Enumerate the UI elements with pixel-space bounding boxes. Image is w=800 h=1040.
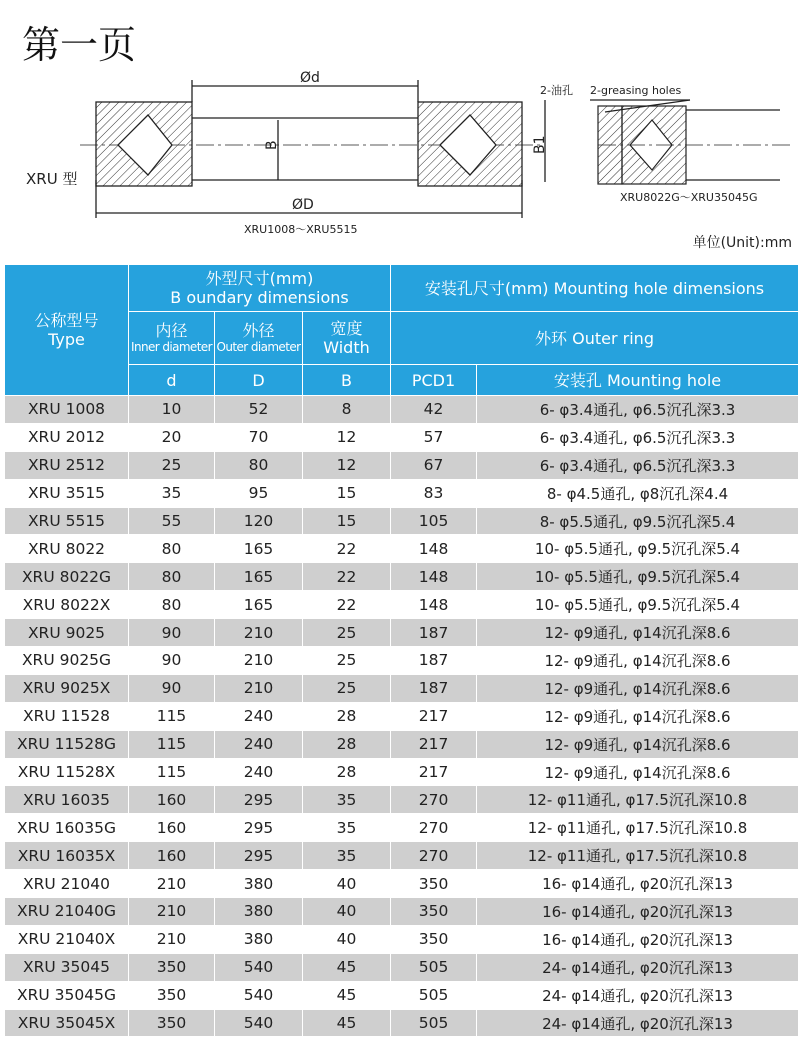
greasing-holes-label: 2-greasing holes [590,84,682,97]
inner-diameter-cell: 80 [129,563,215,591]
inner-diameter-cell: 80 [129,591,215,619]
table-row [5,870,799,898]
table-row [5,953,799,981]
pcd-cell: 187 [391,647,477,675]
type-cell: XRU 11528X [5,758,129,786]
page-title: 第一页 [22,23,137,67]
pcd-cell: 57 [391,423,477,451]
pcd-cell: 270 [391,814,477,842]
table-row [5,981,799,1009]
mounting-hole-cell: 16- φ14通孔, φ20沉孔深13 [477,925,799,953]
inner-diameter-cell: 350 [129,1009,215,1037]
mounting-hole-cell: 12- φ11通孔, φ17.5沉孔深10.8 [477,842,799,870]
outer-diameter-cell: 240 [215,758,303,786]
mounting-hole-cell: 10- φ5.5通孔, φ9.5沉孔深5.4 [477,563,799,591]
width-header [303,312,391,365]
greasing-section-drawing [590,100,790,184]
width-cell: 35 [303,786,391,814]
width-cell: 40 [303,898,391,926]
pcd-cell: 217 [391,702,477,730]
mounting-hole-cell: 12- φ9通孔, φ14沉孔深8.6 [477,758,799,786]
outer-diameter-cell: 210 [215,647,303,675]
pcd-cell: 148 [391,535,477,563]
inner-diameter-cell: 210 [129,870,215,898]
mounting-hole-cell: 12- φ9通孔, φ14沉孔深8.6 [477,702,799,730]
type-cell: XRU 2012 [5,423,129,451]
table-row [5,758,799,786]
table-row [5,423,799,451]
type-cell: XRU 21040X [5,925,129,953]
width-cell: 22 [303,535,391,563]
pcd-cell: 67 [391,451,477,479]
col-hole-header: 安装孔 Mounting hole [477,365,799,396]
width-cell: 15 [303,479,391,507]
inner-header-cn: 内径 [155,321,188,340]
inner-diameter-cell: 210 [129,925,215,953]
pcd-cell: 505 [391,981,477,1009]
width-cell: 45 [303,1009,391,1037]
width-cell: 35 [303,842,391,870]
mounting-hole-cell: 24- φ14通孔, φ20沉孔深13 [477,953,799,981]
outer-diameter-cell: 95 [215,479,303,507]
type-cell: XRU 11528G [5,730,129,758]
outer-diameter-cell: 540 [215,981,303,1009]
mounting-hole-cell: 12- φ9通孔, φ14沉孔深8.6 [477,674,799,702]
outer-diameter-cell: 380 [215,898,303,926]
mounting-hole-cell: 8- φ5.5通孔, φ9.5沉孔深5.4 [477,507,799,535]
table-row [5,786,799,814]
inner-diameter-cell: 35 [129,479,215,507]
outer-diameter-cell: 240 [215,702,303,730]
pcd-cell: 350 [391,898,477,926]
table-row [5,619,799,647]
outer-ring-header: 外环 Outer ring [391,312,799,365]
outer-diameter-cell: 240 [215,730,303,758]
width-cell: 12 [303,451,391,479]
width-cell: 28 [303,730,391,758]
outer-diameter-cell: 540 [215,1009,303,1037]
table-row [5,563,799,591]
mounting-hole-cell: 12- φ9通孔, φ14沉孔深8.6 [477,730,799,758]
oil-hole-label: 2-油孔 [540,84,573,97]
mounting-hole-cell: 10- φ5.5通孔, φ9.5沉孔深5.4 [477,591,799,619]
pcd-cell: 350 [391,870,477,898]
mounting-hole-cell: 6- φ3.4通孔, φ6.5沉孔深3.3 [477,451,799,479]
type-cell: XRU 35045X [5,1009,129,1037]
outer-diameter-cell: 210 [215,674,303,702]
mounting-hole-cell: 6- φ3.4通孔, φ6.5沉孔深3.3 [477,423,799,451]
outer-diameter-cell: 540 [215,953,303,981]
width-cell: 35 [303,814,391,842]
mounting-hole-cell: 12- φ9通孔, φ14沉孔深8.6 [477,619,799,647]
dim-D-label: ØD [292,197,314,213]
type-cell: XRU 8022G [5,563,129,591]
width-header-en: Width [323,338,370,357]
table-body [5,396,799,1037]
col-B-header: B [303,365,391,396]
width-cell: 40 [303,925,391,953]
table-row [5,507,799,535]
inner-diameter-cell: 115 [129,758,215,786]
outer-diameter-cell: 380 [215,925,303,953]
outer-diameter-cell: 52 [215,396,303,424]
outer-header-en: Outer diameter [216,340,301,354]
unit-label: 单位(Unit):mm [692,235,792,251]
pcd-cell: 505 [391,953,477,981]
width-cell: 22 [303,591,391,619]
pcd-cell: 187 [391,674,477,702]
table-row [5,814,799,842]
col-D-header: D [215,365,303,396]
type-label: XRU 型 [26,170,78,188]
mounting-hole-cell: 16- φ14通孔, φ20沉孔深13 [477,898,799,926]
pcd-cell: 148 [391,591,477,619]
type-cell: XRU 5515 [5,507,129,535]
boundary-header-cn: 外型尺寸(mm) [205,269,314,288]
inner-diameter-cell: 10 [129,396,215,424]
type-cell: XRU 21040G [5,898,129,926]
width-cell: 25 [303,647,391,675]
outer-diameter-cell: 165 [215,535,303,563]
range-left-label: XRU1008～XRU5515 [244,223,358,236]
outer-diameter-cell: 295 [215,814,303,842]
table-row [5,730,799,758]
mounting-hole-cell: 16- φ14通孔, φ20沉孔深13 [477,870,799,898]
inner-diameter-cell: 350 [129,953,215,981]
outer-diameter-cell: 210 [215,619,303,647]
inner-diameter-cell: 90 [129,647,215,675]
pcd-cell: 42 [391,396,477,424]
inner-diameter-cell: 80 [129,535,215,563]
inner-diameter-cell: 160 [129,842,215,870]
spec-table [4,264,799,1037]
width-header-cn: 宽度 [330,319,363,338]
dim-B-label: B [264,140,280,150]
type-header [5,265,129,396]
inner-diameter-cell: 115 [129,702,215,730]
mounting-hole-cell: 8- φ4.5通孔, φ8沉孔深4.4 [477,479,799,507]
outer-header-cn: 外径 [242,321,275,340]
type-header-cn: 公称型号 [34,311,99,330]
inner-diameter-header [129,312,215,365]
type-cell: XRU 9025X [5,674,129,702]
inner-diameter-cell: 20 [129,423,215,451]
mounting-hole-cell: 12- φ11通孔, φ17.5沉孔深10.8 [477,814,799,842]
inner-diameter-cell: 350 [129,981,215,1009]
pcd-cell: 217 [391,758,477,786]
dim-B1-label: B1 [532,135,548,154]
type-cell: XRU 2512 [5,451,129,479]
pcd-cell: 105 [391,507,477,535]
table-row [5,451,799,479]
mounting-hole-cell: 24- φ14通孔, φ20沉孔深13 [477,981,799,1009]
width-cell: 8 [303,396,391,424]
outer-diameter-cell: 120 [215,507,303,535]
outer-diameter-cell: 165 [215,563,303,591]
width-cell: 45 [303,953,391,981]
outer-diameter-cell: 70 [215,423,303,451]
width-cell: 22 [303,563,391,591]
width-cell: 25 [303,619,391,647]
outer-diameter-header [215,312,303,365]
inner-diameter-cell: 160 [129,786,215,814]
type-cell: XRU 3515 [5,479,129,507]
type-cell: XRU 21040 [5,870,129,898]
outer-diameter-cell: 165 [215,591,303,619]
width-cell: 12 [303,423,391,451]
dim-d-label: Ød [300,70,320,86]
mounting-hole-cell: 12- φ9通孔, φ14沉孔深8.6 [477,647,799,675]
type-cell: XRU 9025 [5,619,129,647]
width-cell: 25 [303,674,391,702]
type-cell: XRU 9025G [5,647,129,675]
table-row [5,925,799,953]
pcd-cell: 217 [391,730,477,758]
outer-diameter-cell: 295 [215,842,303,870]
type-cell: XRU 16035G [5,814,129,842]
width-cell: 45 [303,981,391,1009]
table-row [5,674,799,702]
type-cell: XRU 11528 [5,702,129,730]
pcd-cell: 148 [391,563,477,591]
type-cell: XRU 35045 [5,953,129,981]
type-cell: XRU 35045G [5,981,129,1009]
inner-diameter-cell: 160 [129,814,215,842]
pcd-cell: 270 [391,786,477,814]
inner-diameter-cell: 115 [129,730,215,758]
pcd-cell: 83 [391,479,477,507]
range-right-label: XRU8022G～XRU35045G [620,191,758,204]
outer-diameter-cell: 295 [215,786,303,814]
table-row [5,898,799,926]
width-cell: 40 [303,870,391,898]
table-row [5,479,799,507]
mounting-hole-cell: 10- φ5.5通孔, φ9.5沉孔深5.4 [477,535,799,563]
pcd-cell: 187 [391,619,477,647]
table-row [5,842,799,870]
table-row [5,396,799,424]
mounting-hole-cell: 12- φ11通孔, φ17.5沉孔深10.8 [477,786,799,814]
table-row [5,591,799,619]
bearing-drawing [0,60,800,260]
width-cell: 28 [303,702,391,730]
boundary-header [129,265,391,312]
outer-diameter-cell: 80 [215,451,303,479]
table-row [5,535,799,563]
table-row [5,702,799,730]
boundary-header-en: B oundary dimensions [170,288,349,307]
col-d-header: d [129,365,215,396]
inner-diameter-cell: 25 [129,451,215,479]
inner-diameter-cell: 55 [129,507,215,535]
col-pcd-header: PCD1 [391,365,477,396]
type-cell: XRU 16035 [5,786,129,814]
type-cell: XRU 8022X [5,591,129,619]
mounting-header: 安装孔尺寸(mm) Mounting hole dimensions [391,265,799,312]
width-cell: 15 [303,507,391,535]
type-header-en: Type [48,330,85,349]
mounting-hole-cell: 6- φ3.4通孔, φ6.5沉孔深3.3 [477,396,799,424]
pcd-cell: 350 [391,925,477,953]
pcd-cell: 505 [391,1009,477,1037]
inner-diameter-cell: 90 [129,619,215,647]
mounting-hole-cell: 24- φ14通孔, φ20沉孔深13 [477,1009,799,1037]
pcd-cell: 270 [391,842,477,870]
inner-diameter-cell: 90 [129,674,215,702]
table-row [5,647,799,675]
inner-diameter-cell: 210 [129,898,215,926]
type-cell: XRU 1008 [5,396,129,424]
type-cell: XRU 8022 [5,535,129,563]
type-cell: XRU 16035X [5,842,129,870]
table-row [5,1009,799,1037]
width-cell: 28 [303,758,391,786]
inner-header-en: Inner diameter [131,340,212,354]
outer-diameter-cell: 380 [215,870,303,898]
